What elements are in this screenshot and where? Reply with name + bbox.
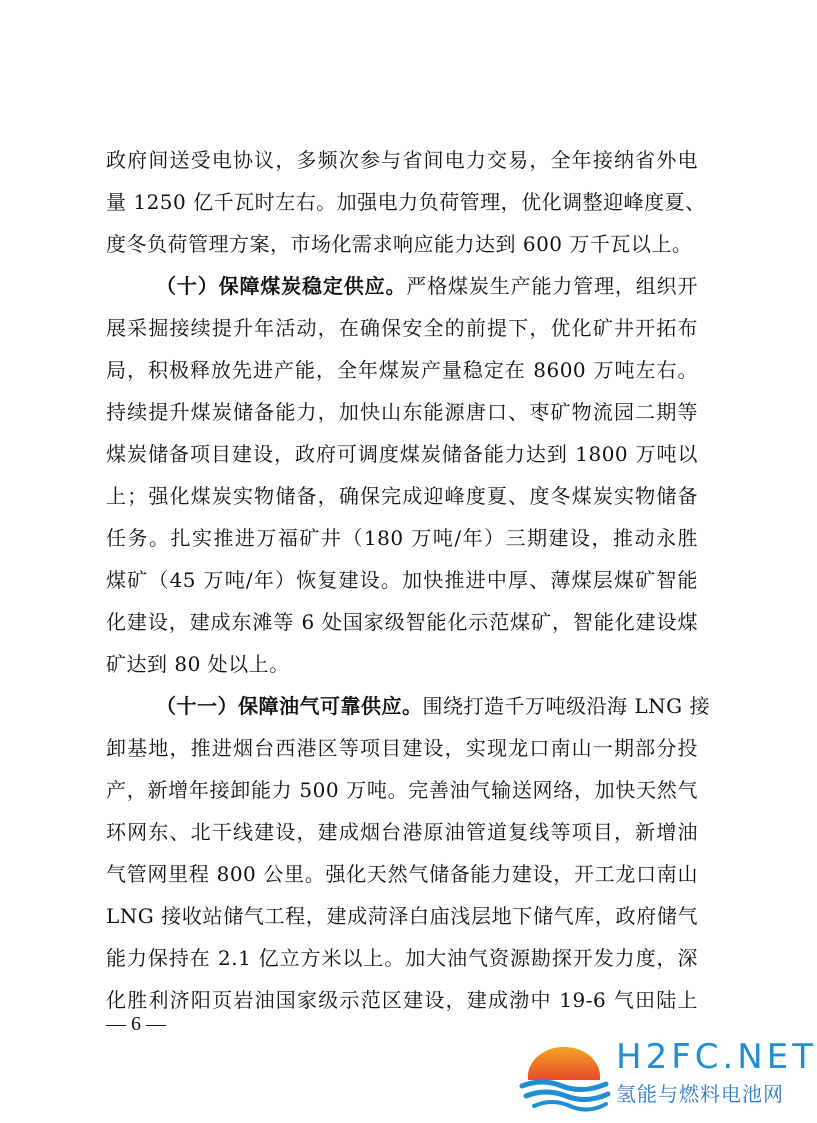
section-line <box>156 266 698 306</box>
paragraph-line: 度冬负荷管理方案，市场化需求响应能力达到 600 万千瓦以上。 <box>106 232 693 256</box>
paragraph-line: 化建设，建成东滩等 6 处国家级智能化示范煤矿，智能化建设煤 <box>106 610 698 634</box>
section-heading-oil-gas: （十一）保障油气可靠供应。 <box>156 694 423 718</box>
section-line <box>156 686 710 726</box>
paragraph-line: 量 1250 亿千瓦时左右。加强电力负荷管理，优化调整迎峰度夏、 <box>106 190 706 214</box>
paragraph-line: 环网东、北干线建设，建成烟台港原油管道复线等项目，新增油 <box>106 820 698 844</box>
watermark-subtitle: 氢能与燃料电池网 <box>616 1082 784 1106</box>
paragraph-line: 矿达到 80 处以上。 <box>106 652 290 676</box>
paragraph-line: LNG 接收站储气工程，建成菏泽白庙浅层地下储气库，政府储气 <box>106 904 698 928</box>
paragraph-line: 煤矿（45 万吨/年）恢复建设。加快推进中厚、薄煤层煤矿智能 <box>106 568 698 592</box>
paragraph-line: 持续提升煤炭储备能力，加快山东能源唐口、枣矿物流园二期等 <box>106 400 698 424</box>
paragraph-line: 卸基地，推进烟台西港区等项目建设，实现龙口南山一期部分投 <box>106 736 698 760</box>
paragraph-line: 展采掘接续提升年活动，在确保安全的前提下，优化矿井开拓布 <box>106 316 698 340</box>
section-text: 严格煤炭生产能力管理，组织开 <box>406 274 699 298</box>
paragraph-line: 能力保持在 2.1 亿立方米以上。加大油气资源勘探开发力度，深 <box>106 946 698 970</box>
paragraph-line: 上；强化煤炭实物储备，确保完成迎峰度夏、度冬煤炭实物储备 <box>106 484 698 508</box>
paragraph-line: 任务。扎实推进万福矿井（180 万吨/年）三期建设，推动永胜 <box>106 526 698 550</box>
watermark-brand: H2FC.NET <box>616 1037 817 1077</box>
section-text: 围绕打造千万吨级沿海 LNG 接 <box>422 694 710 718</box>
paragraph-line: 政府间送受电协议，多频次参与省间电力交易，全年接纳省外电 <box>106 148 698 172</box>
watermark-logo <box>516 1036 817 1118</box>
paragraph-line: 化胜利济阳页岩油国家级示范区建设，建成渤中 19-6 气田陆上 <box>106 988 698 1012</box>
paragraph-line: 气管网里程 800 公里。强化天然气储备能力建设，开工龙口南山 <box>106 862 698 886</box>
sun-wave-icon <box>516 1042 616 1114</box>
paragraph-line: 局，积极释放先进产能，全年煤炭产量稳定在 8600 万吨左右。 <box>106 358 698 382</box>
paragraph-line: 产，新增年接卸能力 500 万吨。完善油气输送网络，加快天然气 <box>106 778 698 802</box>
page-number: — 6 — <box>106 1013 166 1035</box>
paragraph-line: 煤炭储备项目建设，政府可调度煤炭储备能力达到 1800 万吨以 <box>106 442 698 466</box>
section-heading-coal: （十）保障煤炭稳定供应。 <box>156 274 407 298</box>
